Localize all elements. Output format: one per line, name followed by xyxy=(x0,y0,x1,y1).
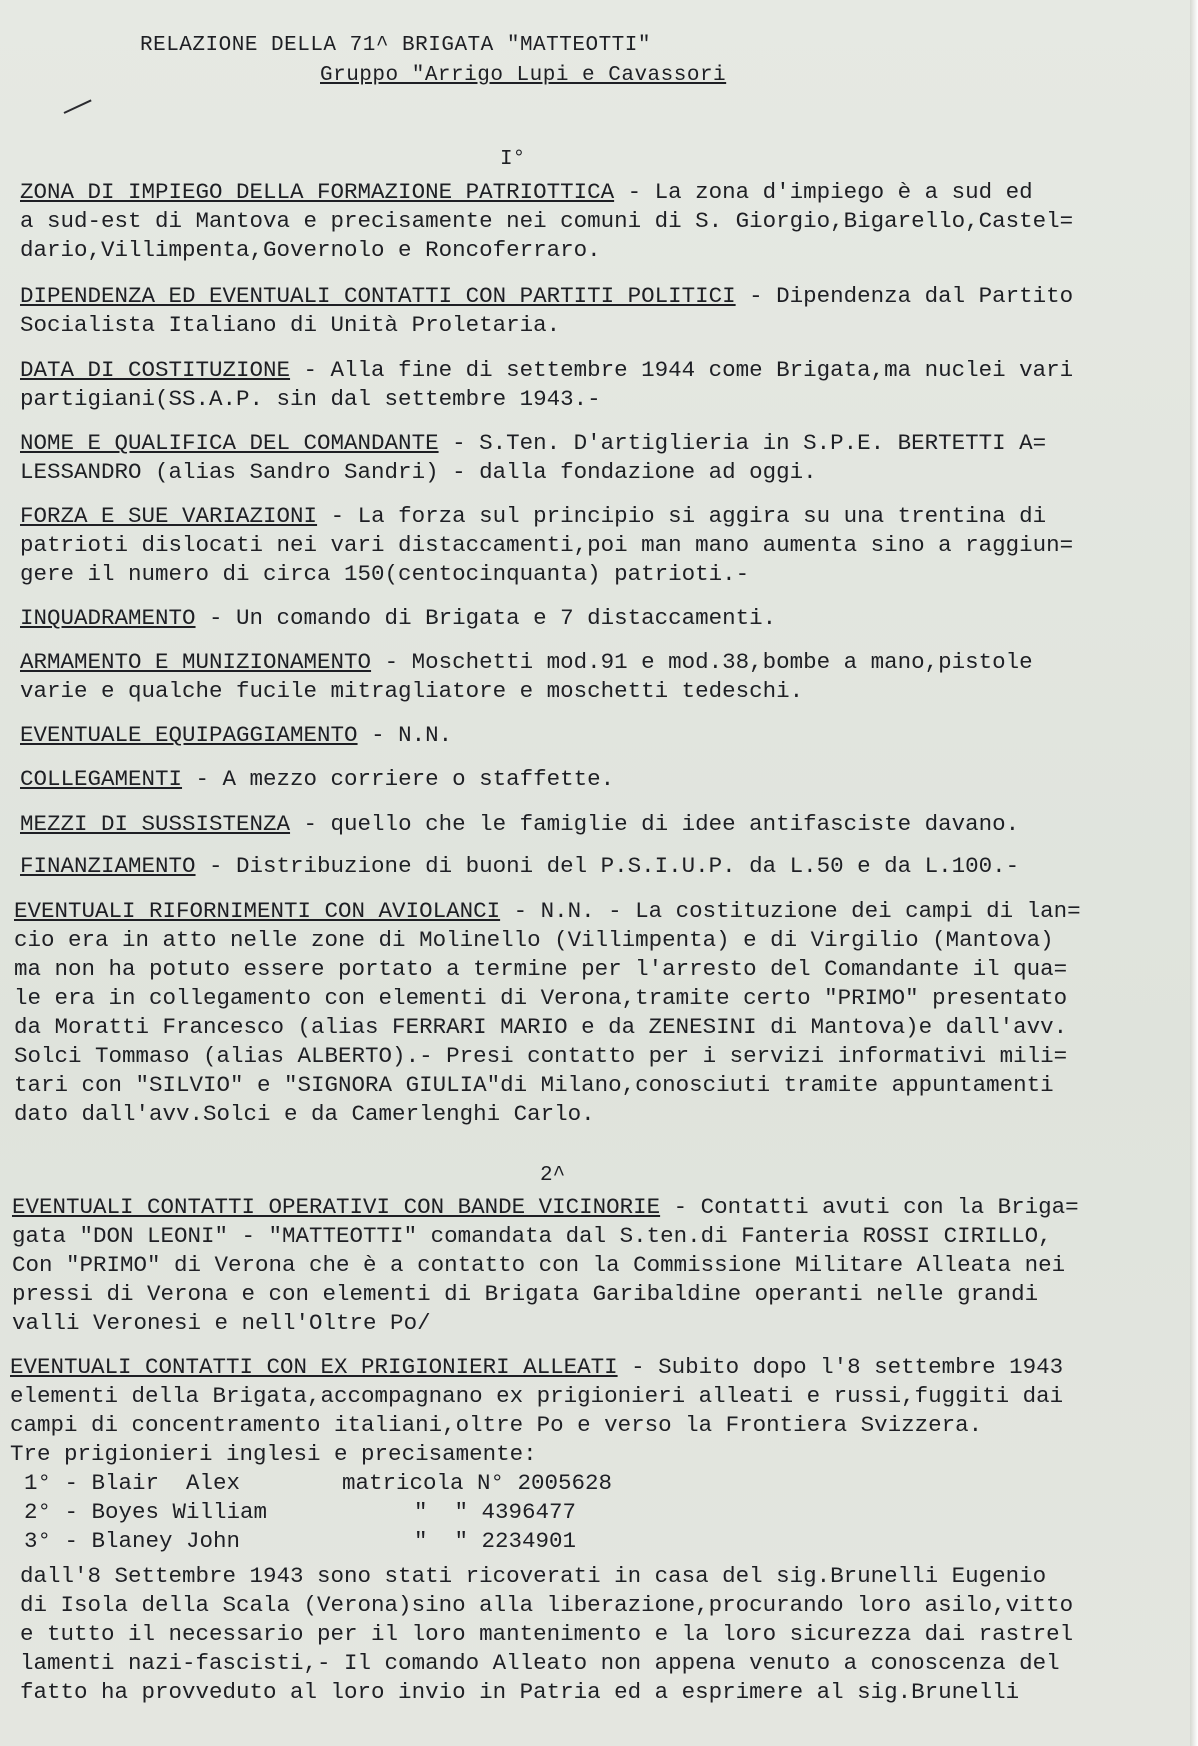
entry-text: - quello che le famiglie di idee antifasciste davano. xyxy=(290,811,1020,837)
entry-finanziamento xyxy=(20,852,1019,880)
entry-text: - Moschetti mod.91 e mod.38,bombe a mano,pistole xyxy=(371,649,1033,675)
list-item xyxy=(24,1469,612,1497)
entry-text: - La forza sul principio si aggira su una trentina di xyxy=(317,503,1047,529)
entry-data xyxy=(20,356,1073,384)
entry-armamento xyxy=(20,648,1033,676)
entry-text: - La zona d'impiego è a sud ed xyxy=(614,179,1033,205)
entry-text-line: LESSANDRO (alias Sandro Sandri) - dalla fondazione ad oggi. xyxy=(20,459,817,485)
prisoner-name: 3° - Blaney John xyxy=(24,1528,241,1554)
entry-text-line: partigiani(SS.A.P. sin dal settembre 1943.- xyxy=(20,386,601,412)
entry-contatti-operativi xyxy=(12,1193,1079,1221)
entry-heading: EVENTUALI CONTATTI OPERATIVI CON BANDE VICINORIE xyxy=(12,1194,661,1220)
entry-text-line: e tutto il necessario per il loro mantenimento e la loro sicurezza dai rastrel xyxy=(20,1621,1074,1647)
entry-zona xyxy=(20,178,1033,206)
entry-text-line: gere il numero di circa 150(centocinquanta) patrioti.- xyxy=(20,561,750,587)
entry-text-line: elementi della Brigata,accompagnano ex prigionieri alleati e russi,fuggiti dai xyxy=(10,1383,1064,1409)
entry-equipaggiamento xyxy=(20,721,452,749)
prisoner-number: " " 2234901 xyxy=(414,1528,577,1554)
entry-text-line: valli Veronesi e nell'Oltre Po/ xyxy=(12,1310,431,1336)
entry-mezzi xyxy=(20,810,1019,838)
entry-heading: COLLEGAMENTI xyxy=(20,766,183,792)
entry-text-line: dato dall'avv.Solci e da Camerlenghi Carlo. xyxy=(14,1101,595,1127)
entry-text-line: fatto ha provveduto al loro invio in Patria ed a esprimere al sig.Brunelli xyxy=(20,1679,1020,1705)
entry-dipendenza xyxy=(20,282,1073,310)
entry-heading: FORZA E SUE VARIAZIONI xyxy=(20,503,318,529)
entry-text-line: varie e qualche fucile mitragliatore e moschetti tedeschi. xyxy=(20,678,804,704)
prisoner-name: 2° - Boyes William xyxy=(24,1499,268,1525)
prisoner-number: " " 4396477 xyxy=(414,1499,577,1525)
document-subtitle: Gruppo "Arrigo Lupi e Cavassori xyxy=(320,64,727,87)
entry-text-line: dall'8 Settembre 1943 sono stati ricoverati in casa del sig.Brunelli Eugenio xyxy=(20,1563,1047,1589)
entry-heading: DATA DI COSTITUZIONE xyxy=(20,357,291,383)
entry-text-line: dario,Villimpenta,Governolo e Roncoferraro. xyxy=(20,237,601,263)
entry-text: - Alla fine di settembre 1944 come Brigata,ma nuclei vari xyxy=(290,357,1074,383)
entry-text-line: Tre prigionieri inglesi e precisamente: xyxy=(10,1441,537,1467)
prisoner-name: 1° - Blair Alex xyxy=(24,1470,241,1496)
entry-heading: MEZZI DI SUSSISTENZA xyxy=(20,811,291,837)
entry-text-line: tari con "SILVIO" e "SIGNORA GIULIA"di Milano,conosciuti tramite appuntamenti xyxy=(14,1072,1054,1098)
entry-text-line: di Isola della Scala (Verona)sino alla liberazione,procurando loro asilo,vitto xyxy=(20,1592,1074,1618)
entry-heading: ZONA DI IMPIEGO DELLA FORMAZIONE PATRIOTTICA xyxy=(20,179,615,205)
entry-text-line: campi di concentramento italiani,oltre Po e verso la Frontiera Svizzera. xyxy=(10,1412,983,1438)
entry-text-line: Con "PRIMO" di Verona che è a contatto con la Commissione Militare Alleata nei xyxy=(12,1252,1066,1278)
entry-text: - A mezzo corriere o staffette. xyxy=(182,766,615,792)
entry-text: - Subito dopo l'8 settembre 1943 xyxy=(617,1354,1064,1380)
section-number-1: I° xyxy=(500,148,526,171)
entry-rifornimenti xyxy=(14,897,1081,925)
entry-text-line: Socialista Italiano di Unità Proletaria. xyxy=(20,312,561,338)
paper-edge xyxy=(1190,0,1198,1746)
entry-text: - S.Ten. D'artiglieria in S.P.E. BERTETTI A= xyxy=(438,430,1047,456)
entry-text-line: da Moratti Francesco (alias FERRARI MARIO e da ZENESINI di Mantova)e dall'avv. xyxy=(14,1014,1068,1040)
entry-forza xyxy=(20,502,1046,530)
entry-text-line: ma non ha potuto essere portato a termine per l'arresto del Comandante il qua= xyxy=(14,956,1068,982)
entry-text-line: patrioti dislocati nei vari distaccamenti,poi man mano aumenta sino a raggiun= xyxy=(20,532,1074,558)
entry-text-line: cio era in atto nelle zone di Molinello (Villimpenta) e di Virgilio (Mantova) xyxy=(14,927,1054,953)
entry-text-line: a sud-est di Mantova e precisamente nei comuni di S. Giorgio,Bigarello,Castel= xyxy=(20,208,1074,234)
entry-text: - Un comando di Brigata e 7 distaccamenti. xyxy=(195,605,777,631)
entry-text-line: lamenti nazi-fascisti,- Il comando Alleato non appena venuto a conoscenza del xyxy=(20,1650,1060,1676)
pen-mark xyxy=(64,99,92,113)
entry-text-line: le era in collegamento con elementi di Verona,tramite certo "PRIMO" presentato xyxy=(14,985,1068,1011)
prisoner-number: matricola N° 2005628 xyxy=(342,1470,613,1496)
entry-collegamenti xyxy=(20,765,614,793)
entry-heading: FINANZIAMENTO xyxy=(20,853,196,879)
entry-text: - Dipendenza dal Partito xyxy=(735,283,1074,309)
entry-inquadramento xyxy=(20,604,776,632)
entry-text: - Contatti avuti con la Briga= xyxy=(660,1194,1079,1220)
entry-heading: EVENTUALI CONTATTI CON EX PRIGIONIERI ALLEATI xyxy=(10,1354,618,1380)
entry-text-line: pressi di Verona e con elementi di Brigata Garibaldine operanti nelle grandi xyxy=(12,1281,1039,1307)
entry-heading: ARMAMENTO E MUNIZIONAMENTO xyxy=(20,649,372,675)
entry-nome xyxy=(20,429,1046,457)
entry-text-line: gata "DON LEONI" - "MATTEOTTI" comandata dal S.ten.di Fanteria ROSSI CIRILLO, xyxy=(12,1223,1052,1249)
entry-text: - Distribuzione di buoni del P.S.I.U.P. da L.50 e da L.100.- xyxy=(195,853,1020,879)
entry-prigionieri xyxy=(10,1353,1063,1381)
entry-text: - N.N. - La costituzione dei campi di lan= xyxy=(500,898,1081,924)
entry-heading: EVENTUALI RIFORNIMENTI CON AVIOLANCI xyxy=(14,898,501,924)
list-item xyxy=(24,1527,576,1555)
entry-text: - N.N. xyxy=(357,722,453,748)
entry-heading: INQUADRAMENTO xyxy=(20,605,196,631)
entry-text-line: Solci Tommaso (alias ALBERTO).- Presi contatto per i servizi informativi mili= xyxy=(14,1043,1068,1069)
section-number-2: 2^ xyxy=(540,1164,566,1187)
entry-heading: EVENTUALE EQUIPAGGIAMENTO xyxy=(20,722,358,748)
list-item xyxy=(24,1498,576,1526)
document-title: RELAZIONE DELLA 71^ BRIGATA "MATTEOTTI" xyxy=(140,34,651,57)
entry-heading: NOME E QUALIFICA DEL COMANDANTE xyxy=(20,430,439,456)
entry-heading: DIPENDENZA ED EVENTUALI CONTATTI CON PARTITI POLITICI xyxy=(20,283,736,309)
